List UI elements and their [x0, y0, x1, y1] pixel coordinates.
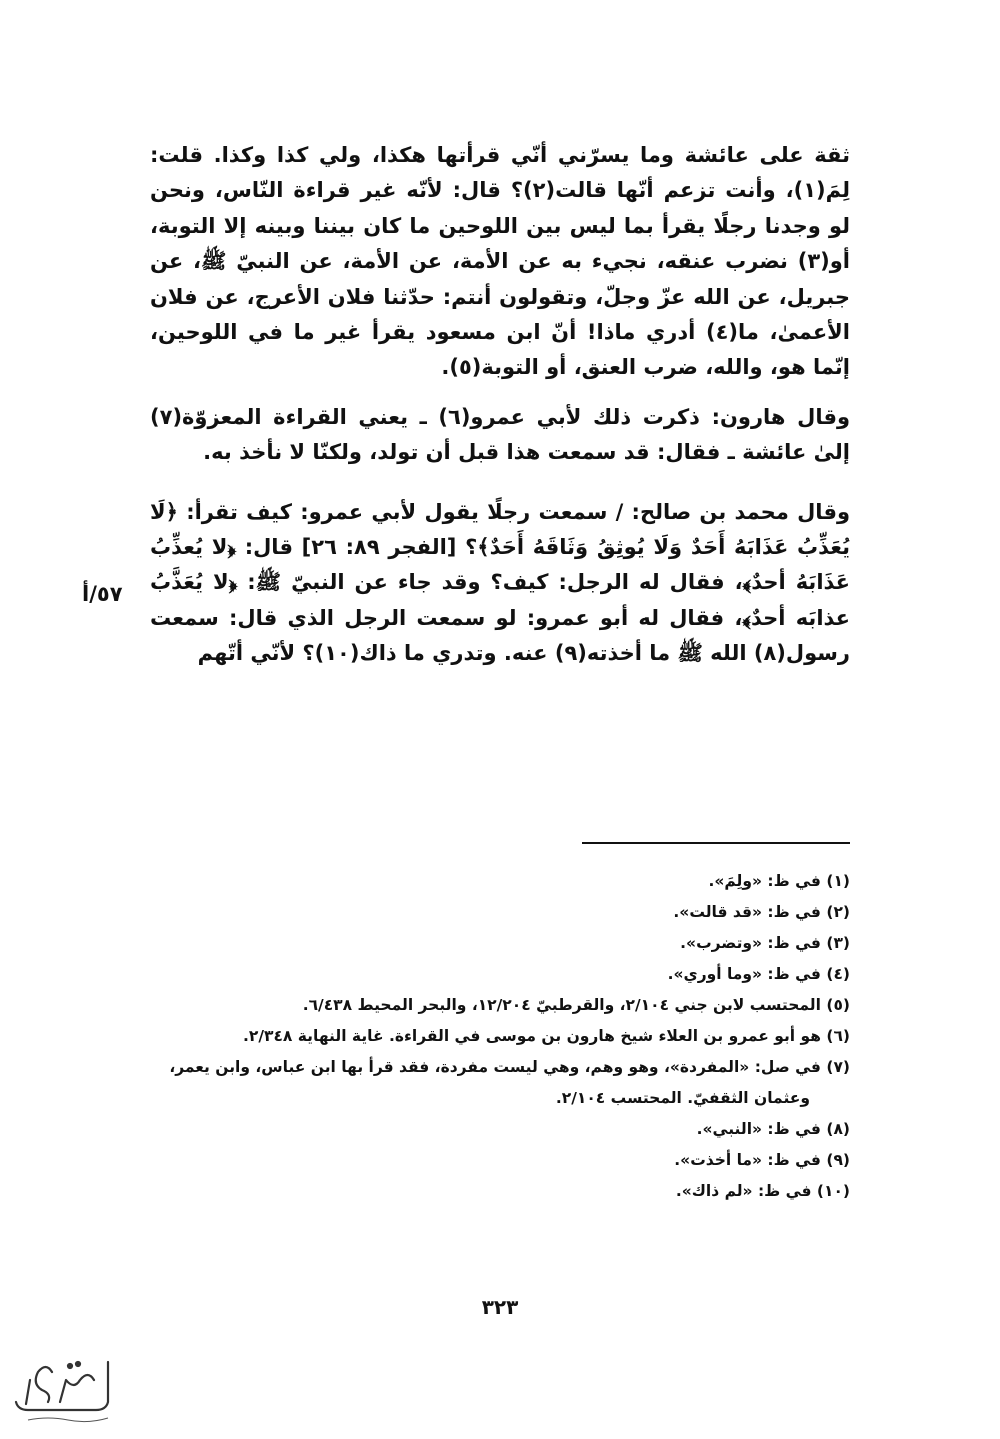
footnote-8: (٨) في ظ: «النبي». — [696, 1120, 850, 1138]
footnote-3: (٣) في ظ: «وتضرب». — [680, 934, 850, 952]
paragraph-3: وقال محمد بن صالح: / سمعت رجلًا يقول لأبي عمرو: كيف تقرأ: ﴿لَا يُعَذِّبُ عَذَابَهُ أَحَدٌ وَلَا يُوثِقُ وَثَاقَهُ أَحَدٌ﴾؟ [الفجر ٨٩: ٢٦] قال: ﴿لا يُعذِّبُ عَذَابَهُ أحدٌ﴾، فقال له الرجل: كيف؟ وقد جاء عن النبيّ ﷺ: ﴿لا يُعَذَّبُ عذابَه أحدٌ﴾، فقال له أبو عمرو: لو سمعت الرجل الذي قال: سمعت رسول(٨) الله ﷺ ما أخذته(٩) عنه. وتدري ما ذاك(١٠)؟ لأنّي أتّهم — [150, 499, 850, 666]
footnote-2: (٢) في ظ: «قد قالت». — [673, 903, 850, 921]
footnote-4: (٤) في ظ: «وما أوري». — [667, 965, 850, 983]
main-text — [150, 138, 850, 672]
footnotes — [150, 866, 850, 1207]
footnote-10: (١٠) في ظ: «لم ذاك». — [675, 1182, 850, 1200]
footnote-7: (٧) في صل: «المفردة»، وهو وهم، وهي ليست مفردة، فقد قرأ بها ابن عباس، وابن يعمر، وعثمان الثقفيّ. المحتسب ٢/١٠٤. — [169, 1058, 850, 1107]
paragraph-2: وقال هارون: ذكرت ذلك لأبي عمرو(٦) ـ يعني القراءة المعزوّة(٧) إلىٰ عائشة ـ فقال: قد سمعت هذا قبل أن تولد، ولكنّا لا نأخذ به. — [150, 404, 851, 465]
footnote-5: (٥) المحتسب لابن جني ٢/١٠٤، والقرطبيّ ١٢/٢٠٤، والبحر المحيط ٦/٤٣٨. — [302, 996, 850, 1014]
footnote-separator — [582, 842, 850, 844]
footnote-1: (١) في ظ: «ولِمَ». — [708, 872, 850, 890]
footnote-9: (٩) في ظ: «ما أخذت». — [674, 1151, 850, 1169]
manuscript-folio-reference: ٥٧/أ — [82, 582, 123, 606]
watermark-logo — [8, 1350, 118, 1430]
page-number: ٣٢٣ — [481, 1295, 519, 1319]
footnote-6: (٦) هو أبو عمرو بن العلاء شيخ هارون بن موسى في القراءة. غاية النهاية ٢/٣٤٨. — [242, 1027, 850, 1045]
paragraph-1: ثقة على عائشة وما يسرّني أنّي قرأتها هكذا، ولي كذا وكذا. قلت: لِمَ(١)، وأنت تزعم أنّها قالت(٢)؟ قال: لأنّه غير قراءة النّاس، ونحن لو وجدنا رجلًا يقرأ بما ليس بين اللوحين ما كان بيننا وبينه إلا التوبة، أو(٣) نضرب عنقه، نجيء به عن الأمة، عن الأمة، عن النبيّ ﷺ، عن جبريل، عن الله عزّ وجلّ، وتقولون أنتم: حدّثنا فلان الأعرج، عن فلان الأعمىٰ، ما(٤) أدري ماذا! أنّ ابن مسعود يقرأ غير ما في اللوحين، إنّما هو، والله، ضرب العنق، أو التوبة(٥). — [150, 143, 850, 380]
